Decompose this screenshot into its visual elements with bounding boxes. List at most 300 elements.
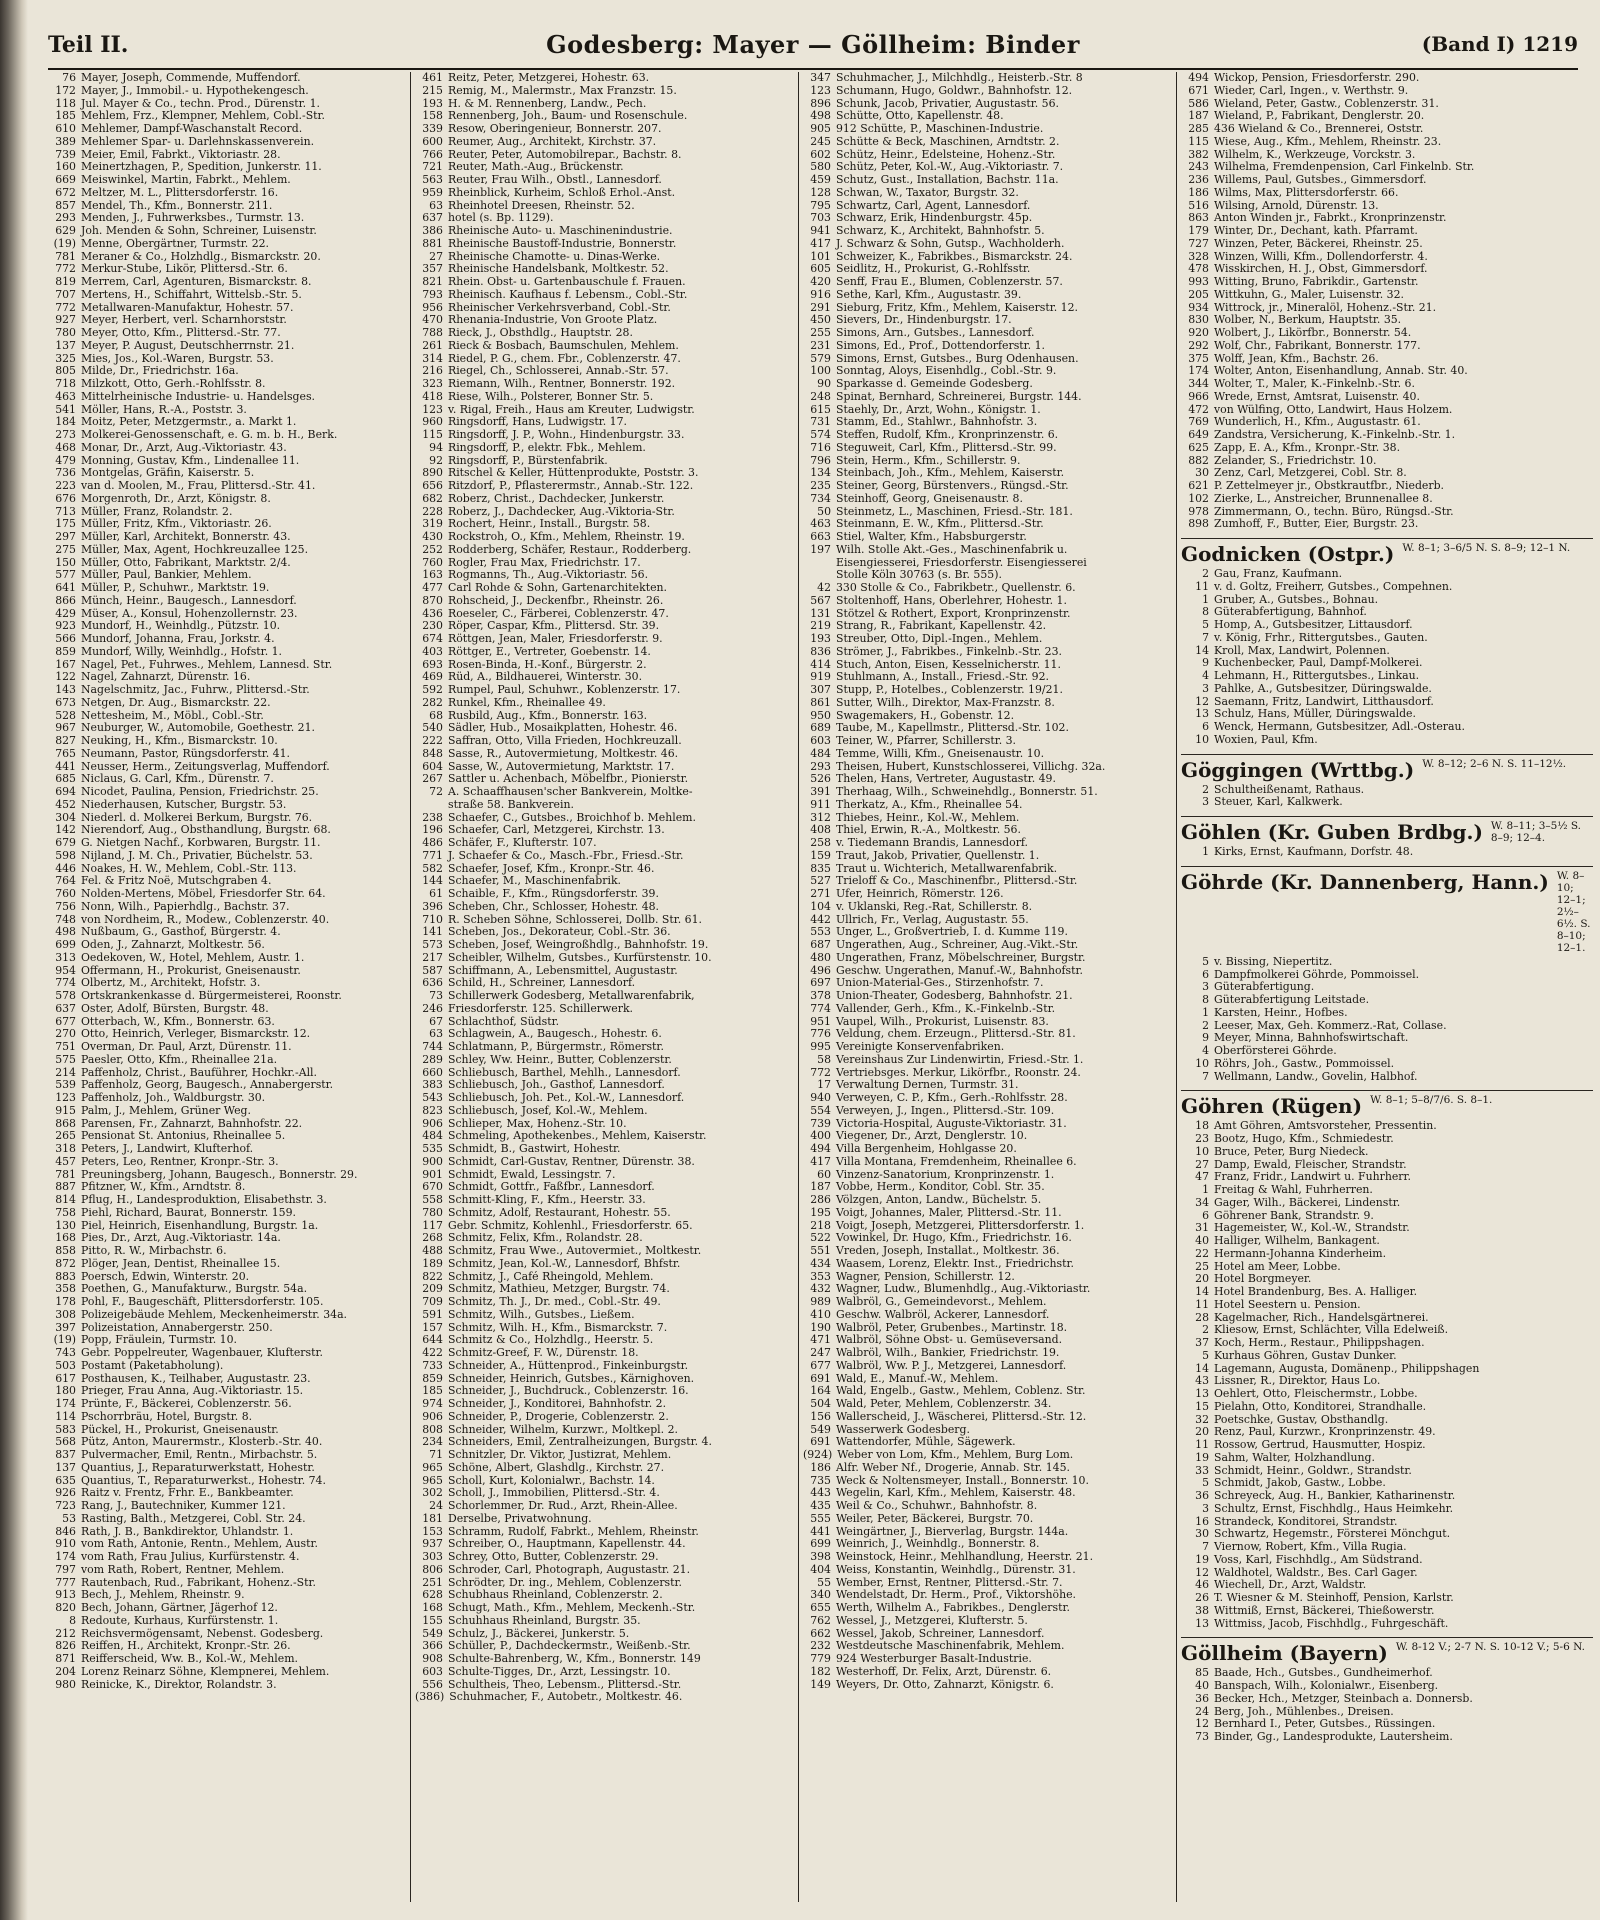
phone-number: 231 — [810, 339, 831, 352]
directory-entry — [1181, 956, 1593, 969]
phone-number: 689 — [810, 722, 831, 735]
phone-number: 243 — [1188, 161, 1209, 174]
phone-number: 965 — [422, 1474, 443, 1487]
entry-text: Schuhhaus Rheinland, Burgstr. 35. — [448, 1614, 641, 1627]
entry-text: Schulte-Tigges, Dr., Arzt, Lessingstr. 10. — [448, 1665, 671, 1678]
entry-text: Freitag & Wahl, Fuhrherren. — [1214, 1184, 1373, 1196]
phone-number: 677 — [55, 1015, 76, 1028]
phone-number: 76 — [62, 72, 76, 84]
entry-text: Müller, Otto, Fabrikant, Marktstr. 2/4. — [81, 556, 291, 569]
directory-entry — [803, 1653, 1173, 1666]
entry-text: Sasse, W., Autovermietung, Marktstr. 17. — [448, 760, 675, 773]
town-name: Godnicken (Ostpr.) — [1181, 542, 1395, 566]
entry-text: Rheinische Handelsbank, Moltkestr. 52. — [448, 263, 669, 276]
directory-entry — [48, 1679, 406, 1692]
directory-entry — [803, 888, 1173, 901]
directory-entry — [48, 1628, 406, 1641]
entry-text: Schliebusch, Barthel, Mehlh., Lannesdorf. — [448, 1066, 681, 1079]
phone-number: 328 — [1188, 250, 1209, 263]
phone-number: 655 — [810, 1602, 831, 1614]
phone-number: 578 — [55, 990, 76, 1002]
directory-entry — [415, 1003, 795, 1016]
phone-number: 114 — [55, 1410, 76, 1423]
entry-text: vom Rath, Antonie, Rentn., Mehlem, Austr. — [81, 1538, 318, 1551]
phone-number: 153 — [422, 1525, 443, 1538]
directory-entry — [48, 1322, 406, 1335]
town-name: Göggingen (Wrttbg.) — [1181, 757, 1415, 782]
entry-text: Wieland, P., Fabrikant, Denglerstr. 20. — [1214, 110, 1425, 123]
town-entries — [1181, 1667, 1593, 1744]
phone-number: 297 — [55, 531, 76, 543]
entry-text: Wolber, N., Berkum, Hauptstr. 35. — [1214, 314, 1402, 327]
phone-number: 960 — [422, 416, 443, 429]
entry-text: Meyer, Herbert, verl. Scharnhorststr. — [81, 314, 287, 327]
entry-text: Wessel, Jakob, Schreiner, Lannesdorf. — [836, 1627, 1045, 1640]
directory-entry — [415, 174, 795, 187]
phone-number: 366 — [422, 1640, 443, 1653]
entry-text: Postamt (Paketabholung). — [81, 1359, 224, 1372]
entry-text: Oden, J., Zahnarzt, Moltkestr. 56. — [81, 939, 265, 951]
entry-text: Union-Theater, Godesberg, Bahnhofstr. 21. — [836, 990, 1073, 1002]
phone-number: 123 — [55, 1092, 76, 1104]
directory-entry — [1181, 1337, 1593, 1350]
phone-number: 178 — [55, 1296, 76, 1308]
directory-entry — [1181, 1071, 1593, 1084]
phone-number: 637 — [422, 212, 443, 225]
entry-text: Pütz, Anton, Maurermstr., Klosterb.-Str. 40. — [81, 1436, 323, 1449]
directory-entry — [48, 1105, 406, 1118]
directory-entry — [415, 977, 795, 990]
directory-entry — [803, 1666, 1173, 1679]
entry-text: Menden, J., Fuhrwerksbes., Turmstr. 13. — [81, 212, 305, 225]
entry-text: Jul. Mayer & Co., techn. Prod., Dürenstr. 1. — [81, 97, 320, 110]
phone-number: 123 — [422, 403, 443, 416]
phone-number: 772 — [55, 263, 76, 276]
entry-text: Homp, A., Gutsbesitzer, Littausdorf. — [1214, 619, 1413, 631]
entry-text: Ufer, Heinrich, Römerstr. 126. — [836, 888, 1004, 900]
directory-entry — [48, 901, 406, 914]
entry-text: Temme, Willi, Kfm., Gneisenaustr. 10. — [836, 747, 1045, 760]
phone-number: 20 — [1195, 1273, 1209, 1286]
directory-entry — [803, 391, 1173, 404]
directory-entry — [1181, 416, 1593, 429]
phone-number: (386) — [415, 1691, 445, 1704]
phone-number: 649 — [1188, 429, 1209, 441]
entry-text: Schreiber, O., Hauptmann, Kapellenstr. 44. — [448, 1538, 686, 1551]
entry-text: Becker, Hch., Metzger, Steinbach a. Donnersb. — [1214, 1692, 1473, 1705]
entry-text: Schütz, Peter, Kol.-W., Aug.-Viktoriastr. 7. — [836, 161, 1064, 174]
entry-text: Steuer, Karl, Kalkwerk. — [1214, 796, 1343, 809]
phone-number: 758 — [55, 1206, 76, 1219]
phone-number: 397 — [55, 1321, 76, 1334]
phone-number: 522 — [810, 1232, 831, 1245]
phone-number: 181 — [422, 1512, 443, 1525]
column-3 — [798, 72, 1173, 1902]
phone-number: 9 — [1202, 1032, 1209, 1045]
directory-entry — [415, 1258, 795, 1271]
directory-entry — [803, 1347, 1173, 1360]
directory-entry — [415, 365, 795, 378]
entry-text: Ritzdorf, P., Pflasterermstr., Annab.-Str. 122. — [448, 480, 694, 492]
phone-number: 323 — [422, 378, 443, 390]
directory-entry — [48, 1245, 406, 1258]
phone-number: 672 — [55, 186, 76, 199]
entry-text: Steguweit, Carl, Kfm., Plittersd.-Str. 99. — [836, 441, 1057, 454]
entry-text: Riemann, Wilh., Rentner, Bonnerstr. 192. — [448, 378, 676, 390]
directory-entry — [415, 1577, 795, 1590]
phone-number: 14 — [1195, 644, 1209, 657]
directory-entry — [48, 467, 406, 480]
entry-text: Voss, Karl, Fischhdlg., Am Südstrand. — [1214, 1553, 1423, 1566]
directory-entry — [803, 1436, 1173, 1449]
phone-number: 10 — [1195, 733, 1209, 746]
entry-text: Müller, Karl, Architekt, Bonnerstr. 43. — [81, 531, 291, 543]
entry-text: Preuningsberg, Johann, Baugesch., Bonnerstr. 29. — [81, 1168, 358, 1181]
entry-text: Wrede, Ernst, Amtsrat, Luisenstr. 40. — [1214, 390, 1420, 403]
entry-text: Meltzer, M. L., Plittersdorferstr. 16. — [81, 186, 279, 199]
directory-entry — [803, 1334, 1173, 1347]
entry-text: Mittelrheinische Industrie- u. Handelsges. — [81, 390, 316, 403]
town-entries — [1181, 956, 1593, 1084]
phone-number: 625 — [1188, 441, 1209, 454]
directory-entry — [803, 697, 1173, 710]
directory-entry — [48, 174, 406, 187]
directory-entry — [1181, 1363, 1593, 1376]
directory-entry — [803, 1130, 1173, 1143]
directory-entry — [48, 1041, 406, 1054]
entry-text: Bech, Johann, Gärtner, Jägerhof 12. — [81, 1602, 278, 1614]
directory-entry — [803, 722, 1173, 735]
entry-text: Rüd, A., Bildhauerei, Winterstr. 30. — [448, 671, 643, 684]
phone-number: 12 — [1195, 1718, 1209, 1731]
phone-number: 941 — [810, 225, 831, 237]
entry-text: Neumann, Pastor, Rüngsdorferstr. 41. — [81, 747, 290, 760]
entry-text: Veldung, chem. Erzeugn., Plittersd.-Str. 81. — [836, 1028, 1076, 1041]
entry-text: Weinstock, Heinr., Mehlhandlung, Heerstr. 21. — [836, 1551, 1094, 1563]
directory-entry — [415, 212, 795, 225]
phone-number: 282 — [422, 696, 443, 709]
directory-entry — [803, 1322, 1173, 1335]
phone-number: 822 — [422, 1270, 443, 1283]
phone-number: 846 — [55, 1525, 76, 1538]
phone-number: 214 — [55, 1066, 76, 1079]
entry-text: Schliebusch, Josef, Kol.-W., Mehlem. — [448, 1104, 648, 1117]
entry-text: Rochert, Heinr., Install., Burgstr. 58. — [448, 518, 651, 531]
phone-number: 693 — [422, 658, 443, 671]
directory-entry — [803, 416, 1173, 429]
phone-number: 40 — [1195, 1235, 1209, 1247]
phone-number: 36 — [1195, 1490, 1209, 1502]
phone-number: 920 — [1188, 327, 1209, 339]
entry-text: Ritschel & Keller, Hüttenprodukte, Poststr. 3. — [448, 467, 699, 480]
directory-entry — [1181, 1007, 1593, 1020]
phone-number: 340 — [810, 1589, 831, 1602]
entry-text: Wolf, Chr., Fabrikant, Bonnerstr. 177. — [1214, 339, 1421, 352]
phone-number: 814 — [55, 1194, 76, 1206]
phone-number: 910 — [55, 1538, 76, 1551]
directory-entry — [1181, 1618, 1593, 1631]
entry-text: Victoria-Hospital, Auguste-Viktoriastr. 31. — [836, 1117, 1067, 1130]
directory-entry — [415, 1436, 795, 1449]
phone-number: 558 — [422, 1194, 443, 1206]
directory-entry — [415, 1207, 795, 1220]
directory-entry — [1181, 365, 1593, 378]
phone-number: 583 — [55, 1423, 76, 1436]
entry-text: Westdeutsche Maschinenfabrik, Mehlem. — [836, 1640, 1065, 1653]
directory-entry — [48, 1258, 406, 1271]
phone-number: 17 — [817, 1079, 831, 1092]
directory-entry — [48, 251, 406, 264]
entry-text: Unger, L., Großvertrieb, I. d. Kumme 119. — [836, 926, 1068, 939]
directory-entry — [803, 659, 1173, 672]
directory-entry — [803, 863, 1173, 876]
entry-text: 912 Schütte, P., Maschinen-Industrie. — [836, 123, 1044, 135]
directory-entry — [415, 1130, 795, 1143]
directory-entry — [803, 1373, 1173, 1386]
entry-text: Meyer, Minna, Bahnhofswirtschaft. — [1214, 1032, 1409, 1045]
entry-text: Plöger, Jean, Dentist, Rheinallee 15. — [81, 1257, 281, 1270]
phone-number: 554 — [810, 1104, 831, 1117]
directory-entry — [415, 1462, 795, 1475]
directory-entry — [1181, 1312, 1593, 1325]
entry-text: Schwartz, Hegemstr., Försterei Mönchgut. — [1214, 1528, 1451, 1541]
phone-number: 751 — [55, 1041, 76, 1053]
directory-entry — [48, 136, 406, 149]
phone-number: 796 — [810, 454, 831, 467]
directory-entry — [415, 429, 795, 442]
directory-entry — [415, 1054, 795, 1067]
phone-number: 736 — [55, 467, 76, 480]
phone-number: 766 — [422, 148, 443, 161]
entry-text: Schmitz & Co., Holzhdlg., Heerstr. 5. — [448, 1334, 654, 1347]
directory-entry — [415, 518, 795, 531]
entry-text: Traut, Jakob, Privatier, Quellenstr. 1. — [836, 849, 1040, 862]
entry-text: Kirks, Ernst, Kaufmann, Dorfstr. 48. — [1214, 846, 1414, 858]
directory-entry — [415, 990, 795, 1003]
entry-text: Ortskrankenkasse d. Bürgermeisterei, Roonstr. — [81, 990, 342, 1002]
phone-number: 699 — [810, 1538, 831, 1551]
entry-text: Piehl, Richard, Baurat, Bonnerstr. 159. — [81, 1206, 296, 1219]
directory-entry — [1181, 1503, 1593, 1516]
directory-entry — [48, 646, 406, 659]
directory-entry — [415, 340, 795, 353]
directory-entry — [415, 404, 795, 417]
phone-number: 3 — [1202, 1502, 1209, 1515]
directory-entry — [415, 1628, 795, 1641]
directory-entry — [415, 1360, 795, 1373]
phone-number: 13 — [1195, 1617, 1209, 1630]
entry-text: Mehlemer, Dampf-Waschanstalt Record. — [81, 123, 303, 135]
directory-entry — [1181, 85, 1593, 98]
entry-text: Schiffmann, A., Lebensmittel, Augustastr. — [448, 964, 678, 977]
phone-number: 7 — [1202, 1541, 1209, 1553]
directory-entry — [415, 1105, 795, 1118]
directory-entry — [1181, 238, 1593, 251]
entry-text: Weyers, Dr. Otto, Zahnarzt, Königstr. 6. — [836, 1678, 1054, 1691]
phone-number: 540 — [422, 722, 443, 735]
entry-text: Prieger, Frau Anna, Aug.-Viktoriastr. 15. — [81, 1385, 304, 1398]
entry-text: Scholl, Kurt, Kolonialwr., Bachstr. 14. — [448, 1474, 655, 1487]
phone-number: 22 — [1195, 1247, 1209, 1260]
entry-text: Strang, R., Fabrikant, Kapellenstr. 42. — [836, 620, 1047, 633]
phone-number: 28 — [1195, 1311, 1209, 1324]
directory-entry — [803, 1500, 1173, 1513]
entry-text: Rang, J., Bautechniker, Kummer 121. — [81, 1500, 286, 1512]
entry-text: Therhaag, Wilh., Schweinehdlg., Bonnerstr. 51. — [836, 786, 1098, 798]
phone-number: 141 — [422, 926, 443, 939]
entry-text: Quantius, T., Reparaturwerkst., Hohestr. 74. — [81, 1474, 326, 1487]
entry-text: Schwartz, Carl, Agent, Lannesdorf. — [836, 199, 1031, 212]
phone-number: 723 — [55, 1500, 76, 1512]
entry-text: Nijland, J. M. Ch., Privatier, Büchelstr. 53. — [81, 849, 313, 862]
directory-entry — [415, 697, 795, 710]
phone-number: 498 — [810, 110, 831, 123]
entry-text: Prünte, F., Bäckerei, Coblenzerstr. 56. — [81, 1398, 292, 1410]
phone-number: 687 — [810, 939, 831, 951]
entry-text: Wagner, Ludw., Blumenhdlg., Aug.-Viktoriastr. — [836, 1283, 1091, 1296]
entry-text: Stupp, P., Hotelbes., Coblenzerstr. 19/21. — [836, 684, 1063, 696]
entry-text: Polizeigebäude Mehlem, Meckenheimerstr. 34a. — [81, 1308, 348, 1321]
entry-text: P. Zettelmeyer jr., Obstkrautfbr., Niederb. — [1214, 480, 1445, 492]
entry-text: Gebr. Schmitz, Kohlenhl., Friesdorferstr. 65. — [448, 1219, 693, 1232]
entry-text: Reuter, Peter, Automobilrepar., Bachstr. 8. — [448, 148, 682, 161]
entry-text: Müller, Fritz, Kfm., Viktoriastr. 26. — [81, 518, 272, 531]
phone-number: 267 — [422, 773, 443, 786]
entry-text: Lorenz Reinarz Söhne, Klempnerei, Mehlem. — [81, 1665, 330, 1678]
phone-number: 131 — [810, 607, 831, 620]
directory-entry — [1181, 1554, 1593, 1567]
phone-number: 6 — [1202, 1209, 1209, 1222]
entry-text: Nierendorf, Aug., Obsthandlung, Burgstr. 68. — [81, 824, 331, 837]
phone-number: (19) — [53, 237, 76, 250]
phone-number: 605 — [810, 263, 831, 276]
entry-text: Wilhelma, Fremdenpension, Carl Finkelnb. Str. — [1214, 161, 1475, 174]
directory-entry — [1181, 1693, 1593, 1706]
directory-entry — [415, 1615, 795, 1628]
directory-entry — [48, 939, 406, 952]
phone-number: 478 — [1188, 263, 1209, 276]
entry-text: Schmitz, Frau Wwe., Autovermiet., Moltkestr. — [448, 1245, 702, 1257]
directory-entry — [48, 799, 406, 812]
phone-number: 636 — [422, 977, 443, 990]
phone-number: 699 — [55, 939, 76, 951]
entry-text: Wolter, T., Maler, K.-Finkelnb.-Str. 6. — [1214, 378, 1415, 390]
entry-text: Paffenholz, Joh., Waldburgstr. 30. — [81, 1092, 266, 1104]
entry-text: Wendelstadt, Dr. Herm., Prof., Viktorshöhe. — [836, 1589, 1077, 1602]
phone-number: 400 — [810, 1130, 831, 1143]
entry-text: v. d. Goltz, Freiherr, Gutsbes., Compehnen. — [1214, 580, 1453, 593]
phone-number: 641 — [55, 582, 76, 594]
town-section — [1181, 1090, 1593, 1630]
entry-text: Vereinigte Konservenfabriken. — [836, 1041, 1005, 1053]
entry-text: Schmitz, Felix, Kfm., Rolandstr. 28. — [448, 1232, 643, 1245]
entry-text: Peters, J., Landwirt, Klufterhof. — [81, 1143, 254, 1155]
directory-entry — [1181, 1490, 1593, 1503]
phone-number: 302 — [422, 1487, 443, 1500]
directory-entry — [48, 544, 406, 557]
entry-text: Pückel, H., Prokurist, Gneisenaustr. — [81, 1423, 279, 1436]
phone-number: (924) — [803, 1449, 833, 1461]
entry-text: Villa Bergenheim, Hohlgasse 20. — [836, 1143, 1017, 1155]
entry-text: Otto, Heinrich, Verleger, Bismarckstr. 12. — [81, 1028, 311, 1041]
entry-text: Nußbaum, G., Gasthof, Bürgerstr. 4. — [81, 926, 281, 939]
phone-number: 9 — [1202, 657, 1209, 670]
phone-number: 556 — [422, 1678, 443, 1691]
directory-entry — [48, 735, 406, 748]
entry-text: v. Uklanski, Reg.-Rat, Schillerstr. 8. — [836, 900, 1033, 913]
entry-text: Oedekoven, W., Hotel, Mehlem, Austr. 1. — [81, 951, 305, 964]
directory-entry — [48, 1513, 406, 1526]
entry-text: Schreyeck, Aug. H., Bankier, Katharinenstr. — [1214, 1490, 1456, 1502]
directory-entry — [803, 595, 1173, 608]
phone-number: 731 — [810, 416, 831, 429]
entry-text: Banspach, Wilh., Kolonialwr., Eisenberg. — [1214, 1680, 1439, 1692]
entry-text: Nagel, Zahnarzt, Dürenstr. 16. — [81, 671, 251, 684]
phone-number: 823 — [422, 1104, 443, 1117]
entry-text: Walbröl, Peter, Grubenbes., Martinstr. 18. — [836, 1321, 1068, 1334]
directory-entry — [48, 1385, 406, 1398]
directory-entry — [803, 1449, 1173, 1462]
phone-number: 410 — [810, 1308, 831, 1321]
phone-number: 157 — [422, 1321, 443, 1334]
entry-text: Walbröl, Söhne Obst- u. Gemüseversand. — [836, 1334, 1063, 1347]
entry-text: Pitto, R. W., Mirbachstr. 6. — [81, 1245, 227, 1257]
directory-entry — [1181, 796, 1593, 809]
entry-text: Steinbach, Joh., Kfm., Mehlem, Kaiserstr. — [836, 467, 1065, 480]
directory-entry — [803, 442, 1173, 455]
entry-text: Kurhaus Göhren, Gustav Dunker. — [1214, 1349, 1397, 1362]
directory-entry — [48, 952, 406, 965]
entry-text: Rheinische Chamotte- u. Dinas-Werke. — [448, 250, 661, 263]
directory-entry — [48, 1003, 406, 1016]
phone-number: 318 — [55, 1143, 76, 1155]
directory-entry — [1181, 969, 1593, 982]
phone-number: 694 — [55, 786, 76, 798]
entry-text: von Wülfing, Otto, Landwirt, Haus Holzem. — [1214, 403, 1453, 416]
phone-number: 662 — [810, 1627, 831, 1640]
phone-number: 836 — [810, 645, 831, 658]
directory-entry — [1181, 314, 1593, 327]
entry-text: Ungerathen, Franz, Möbelschreiner, Burgstr. — [836, 951, 1086, 964]
directory-entry — [1181, 1058, 1593, 1071]
directory-entry — [1181, 1184, 1593, 1197]
entry-text: Sädler, Hub., Mosaikplatten, Hohestr. 46. — [448, 722, 678, 735]
entry-text: Wald, Peter, Mehlem, Coblenzerstr. 34. — [836, 1398, 1052, 1410]
directory-entry — [48, 225, 406, 238]
entry-text: Vereinshaus Zur Lindenwirtin, Friesd.-Str. 1. — [836, 1053, 1084, 1066]
phone-number: 859 — [55, 645, 76, 658]
entry-text: Mertens, H., Schiffahrt, Wittelsb.-Str. 5. — [81, 288, 302, 301]
entry-text: Roeseler, C., Färberei, Coblenzerstr. 47. — [448, 607, 669, 620]
phone-number: 781 — [55, 1168, 76, 1181]
phone-number: 484 — [810, 747, 831, 760]
entry-text: Palm, J., Mehlem, Grüner Weg. — [81, 1104, 251, 1117]
phone-number: 285 — [1188, 123, 1209, 135]
entry-text: Damp, Ewald, Fleischer, Strandstr. — [1214, 1158, 1407, 1171]
directory-entry — [415, 1679, 795, 1692]
phone-number: 32 — [1195, 1413, 1209, 1426]
entry-text: Zierke, L., Anstreicher, Brunnenallee 8. — [1214, 492, 1433, 505]
phone-number: 821 — [422, 276, 443, 288]
phone-number: 670 — [422, 1181, 443, 1194]
entry-text: Joh. Menden & Sohn, Schreiner, Luisenstr. — [81, 225, 317, 237]
phone-number: 496 — [810, 964, 831, 977]
directory-entry — [1181, 161, 1593, 174]
phone-number: 2 — [1202, 783, 1209, 796]
phone-number: 993 — [1188, 276, 1209, 288]
directory-entry — [415, 416, 795, 429]
entry-text: Schubhaus Rheinland, Coblenzerstr. 2. — [448, 1589, 663, 1602]
